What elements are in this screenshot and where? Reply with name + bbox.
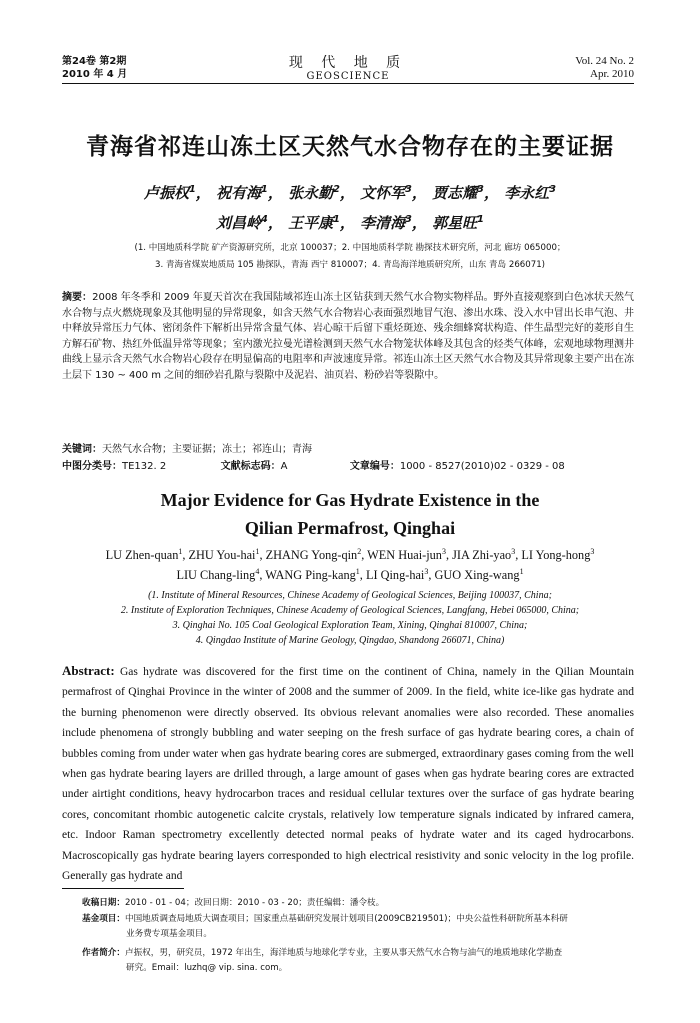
- author-affiliation-mark: 3: [405, 184, 412, 195]
- doc-code-value: A: [280, 461, 288, 472]
- author-name: LI Yong-hong: [521, 548, 591, 562]
- journal-title-en: GEOSCIENCE: [306, 71, 390, 82]
- abstract-cn: [62, 290, 634, 384]
- author-affiliation-mark: 1: [188, 184, 196, 195]
- author-name: ZHANG Yong-qin: [265, 548, 358, 562]
- author-bio-text: 卢振权，男，研究员，1972 年出生，海洋地质与地球化学专业，主要从事天然气水合物与油气的地质地球化学勘查: [124, 948, 563, 958]
- abstract-cn-text: 2008 年冬季和 2009 年夏天首次在我国陆域祁连山冻土区钻获到天然气水合物实物样品。野外直接观察到白色冰状天然气水合物与点火燃烧现象及其他明显的异常现象，如含天然气水合物岩心表面强烈地冒气泡、渗出水珠、没入水中冒出长串气泡、井中释放异常压力气体、密闭条件下解析出异常含量气体、岩心晾干后留下重烃斑迹、残余细蜂窝状构造、伴生晶型完好的菱形自生方解石矿物、热红外低温异常等现象；室内激光拉曼光谱检测到天然气水合物笼状体峰及其包含的烃类气体峰，宏观地球物理测井曲线上显示含天然气水合物岩心段存在明显偏高的电阻率和声波速度异常。祁连山冻土区天然气水合物及其异常现象主要产出在冻土层下 130 ~ 400 m 之间的细砂岩孔隙与裂隙中及泥岩、油页岩、粉砂岩等裂隙中。: [62, 292, 635, 381]
- keywords-cn-text: 天然气水合物；主要证据；冻土；祁连山；青海: [102, 444, 312, 455]
- paper-title-en-line1: Major Evidence for Gas Hydrate Existence in the: [160, 490, 540, 510]
- abstract-en: [62, 661, 634, 886]
- issue-date-en: Apr. 2010: [590, 68, 634, 80]
- affiliation-cn-line1: (1. 中国地质科学院 矿产资源研究所，北京 100037；2. 中国地质科学院 勘探技术研究所，河北 廊坊 065000；: [134, 243, 566, 253]
- article-no-label: 文章编号：: [349, 461, 400, 472]
- author-name: 祝有海: [216, 184, 262, 202]
- footnote-author: [82, 946, 634, 976]
- author-name: GUO Xing-wang: [434, 568, 520, 582]
- author-affiliation-mark: 4: [255, 566, 260, 576]
- author-affiliation-mark: 2: [333, 184, 340, 195]
- journal-title-cn: 现 代 地 质: [288, 55, 408, 71]
- author-affiliation-mark: 3: [549, 184, 557, 195]
- volume-issue-en: Vol. 24 No. 2: [575, 55, 634, 67]
- author-name: ZHU You-hai: [188, 548, 256, 562]
- affiliation-cn-line2: 3. 青海省煤炭地质局 105 勘探队，青海 西宁 810007；4. 青岛海洋地质研究所，山东 青岛 266071): [154, 260, 546, 270]
- author-bio-continued: 研究。Email：luzhq@ vip. sina. com。: [126, 963, 288, 973]
- author-affiliation-mark: 1: [255, 546, 260, 556]
- clc-label: 中图分类号：: [62, 461, 122, 472]
- keywords-cn: [62, 440, 634, 455]
- author-affiliation-mark: 2: [357, 546, 362, 556]
- author-name: 张永勤: [288, 184, 334, 202]
- author-list-cn-line2: 刘昌岭$^4$， 王平康$^1$， 李清海$^3$， 郭星旺$^1$: [216, 214, 484, 232]
- author-affiliation-mark: 1: [477, 214, 484, 225]
- author-list-en-line1: LU Zhen-quan$^1$, ZHU You-hai$^1$, ZHANG Yong-qin$^2$, WEN Huai-jun$^3$, JIA Zhi-yao$^3$, LI Yong-hong$^3$: [105, 546, 595, 562]
- author-name: 刘昌岭: [216, 214, 262, 232]
- affiliation-en-2: 2. Institute of Exploration Techniques, Chinese Academy of Geological Sciences, Langfang, Hebei 065000, China;: [120, 605, 580, 616]
- author-name: 文怀军: [360, 184, 406, 202]
- paper-title-en-line2: Qilian Permafrost, Qinghai: [244, 518, 456, 538]
- abstract-en-text: Gas hydrate was discovered for the first time on the continent of China, namely in the Qilian Mountain permafrost of Qinghai Province in the winter of 2008 and the summer of 2009. In the field, white ice-like gas hydrate and the burning phenomenon were directly observed. Its obvious relevant anomalies were also recorded. These anomalies include phenomena of strongly bubbling and water seeping on the fresh surface of gas hydrate bearing cores, a chain of bubbles coming from under water when gas hydrate bearing cores are submerged, extraordinary gases coming from the well when gas hydrate bearing layers are drilled through, a large amount of gases when gas hydrate bearing cores are extracted under airtight conditions, heavy hydrocarbon traces and residual cellular textures over the surface of gas hydrate bearing cores, concomitant rhombic autogenetic calcite crystals, relatively low temperature signals indicated by infrared camera, etc. Indoor Raman spectrometry excellently detected normal peaks of hydrate water and its caged hydrocarbons. Macroscopically gas hydrate bearing layers corresponded to high electrical resistivity and sonic velocity in the log profile. Generally gas hydrate and: [62, 666, 634, 883]
- author-affiliation-mark: 1: [355, 566, 360, 576]
- journal-name: [62, 55, 634, 83]
- affiliation-en-4: 4. Qingdao Institute of Marine Geology, Qingdao, Shandong 266071, China): [195, 635, 505, 646]
- issue-date: 2010 年 4 月: [62, 69, 128, 80]
- author-affiliation-mark: 3: [477, 184, 484, 195]
- footnote-dates: [82, 896, 634, 911]
- author-affiliation-mark: 1: [178, 546, 183, 556]
- classification-line: [62, 457, 634, 472]
- author-name: 李永红: [504, 184, 550, 202]
- doc-code-label: 文献标志码：: [220, 461, 281, 472]
- dates-text: 2010 - 01 - 04；改回日期：2010 - 03 - 20；责任编辑：潘令枝。: [124, 898, 385, 908]
- dates-label: 收稿日期：: [82, 898, 125, 908]
- affiliation-en-3: 3. Qinghai No. 105 Coal Geological Exploration Team, Xining, Qinghai 810007, China;: [172, 620, 528, 631]
- author-affiliation-mark: 3: [441, 546, 446, 556]
- running-header: [62, 55, 634, 85]
- issue-info-en: [575, 55, 634, 81]
- author-affiliation-mark: 3: [424, 566, 429, 576]
- volume-issue: 第24卷 第2期: [62, 56, 127, 67]
- author-list-cn-line1: 卢振权$^1$， 祝有海$^1$， 张永勤$^2$， 文怀军$^3$， 贾志耀$^3$， 李永红$^3$: [143, 184, 557, 202]
- header-rule: [62, 83, 634, 84]
- author-name: JIA Zhi-yao: [452, 548, 512, 562]
- clc-value: TE132. 2: [122, 461, 167, 472]
- fund-label: 基金项目：: [82, 914, 125, 924]
- author-name: 李清海: [360, 214, 406, 232]
- fund-text-continued: 业务费专项基金项目。: [126, 929, 212, 939]
- article-no-value: 1000 - 8527(2010)02 - 0329 - 08: [399, 461, 565, 472]
- author-affiliation-mark: 1: [261, 184, 268, 195]
- author-affiliation-mark: 4: [261, 214, 268, 225]
- author-affiliation-mark: 3: [405, 214, 412, 225]
- abstract-cn-label: 摘要：: [62, 292, 93, 303]
- author-name: 卢振权: [143, 184, 189, 202]
- author-name: LIU Chang-ling: [176, 568, 256, 582]
- footnote-fund: [82, 912, 634, 942]
- keywords-cn-label: 关键词：: [62, 444, 102, 455]
- author-name: WEN Huai-jun: [367, 548, 442, 562]
- author-affiliation-mark: 1: [333, 214, 340, 225]
- paper-title-cn: 青海省祁连山冻土区天然气水合物存在的主要证据: [86, 134, 614, 160]
- affiliation-en-1: (1. Institute of Mineral Resources, Chinese Academy of Geological Sciences, Beijing 100037, China;: [148, 590, 552, 601]
- author-name: LI Qing-hai: [365, 568, 425, 582]
- author-name: 郭星旺: [432, 214, 478, 232]
- author-bio-label: 作者简介：: [82, 948, 125, 958]
- author-affiliation-mark: 3: [511, 546, 516, 556]
- author-affiliation-mark: 1: [519, 566, 524, 576]
- author-name: 贾志耀: [432, 184, 478, 202]
- fund-text: 中国地质调查局地质大调查项目；国家重点基础研究发展计划项目(2009CB219501)；中央公益性科研院所基本科研: [124, 914, 568, 924]
- abstract-en-label: Abstract:: [62, 663, 115, 678]
- author-name: LU Zhen-quan: [105, 548, 179, 562]
- author-name: WANG Ping-kang: [265, 568, 356, 582]
- author-name: 王平康: [288, 214, 334, 232]
- author-affiliation-mark: 3: [590, 546, 595, 556]
- author-list-en-line2: LIU Chang-ling$^4$, WANG Ping-kang$^1$, LI Qing-hai$^3$, GUO Xing-wang$^1$: [176, 566, 524, 582]
- footnote-rule: [62, 888, 184, 889]
